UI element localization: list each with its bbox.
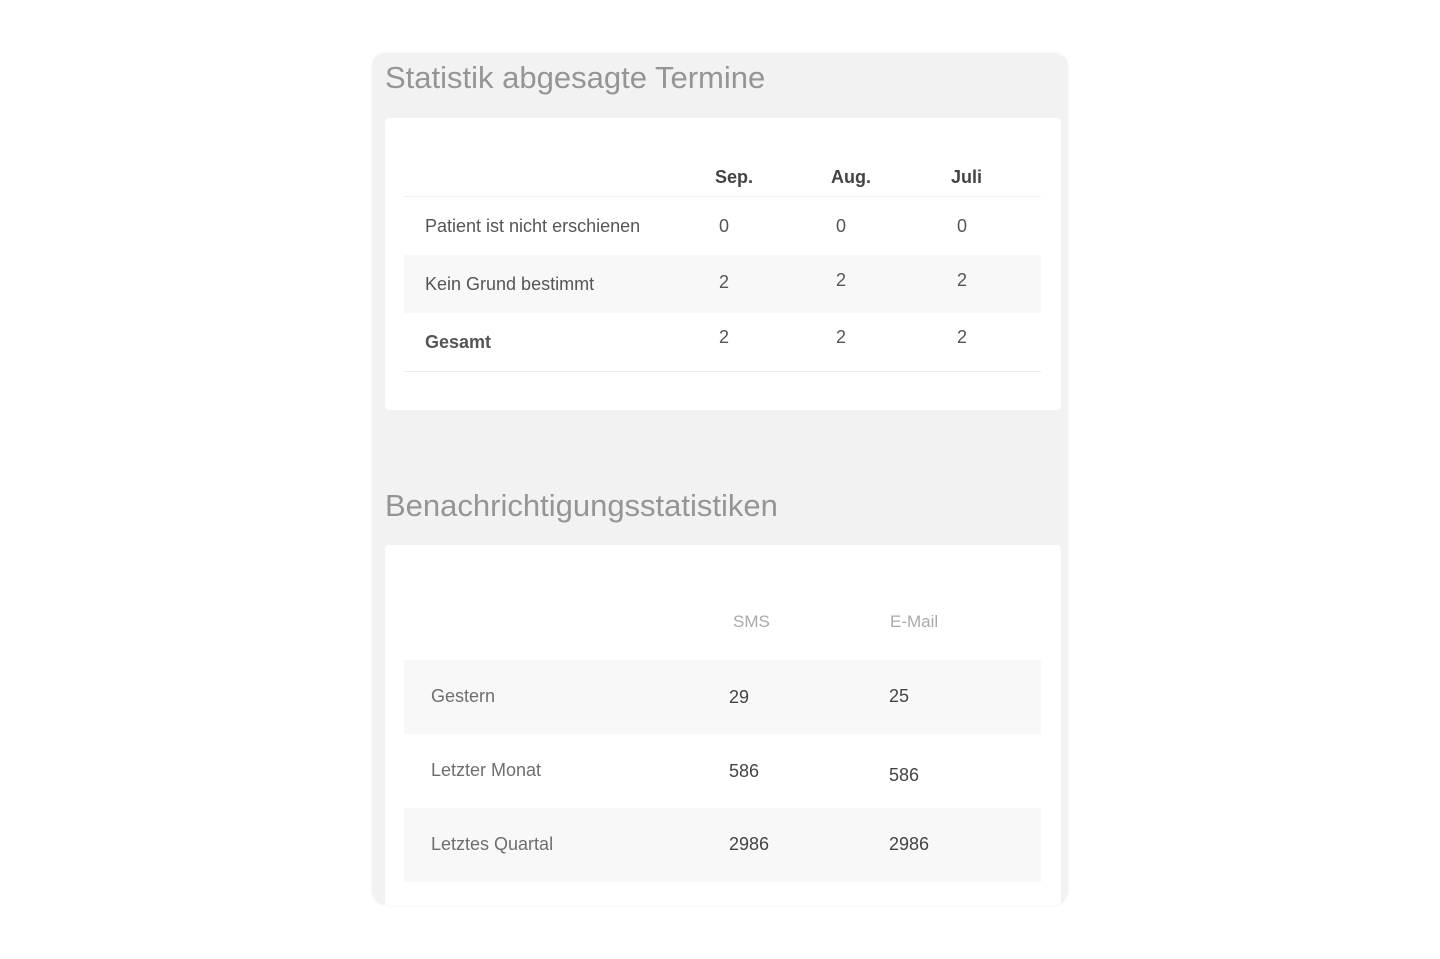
table-cell: 2986: [729, 834, 770, 854]
column-header-email: E-Mail: [890, 612, 939, 631]
table-cell: 0: [719, 216, 730, 236]
notification-statistics-title: Benachrichtigungsstatistiken: [385, 488, 778, 523]
row-label: Patient ist nicht erschienen: [425, 216, 641, 236]
table-cell: 25: [889, 686, 910, 706]
table-row: [404, 660, 1041, 734]
table-cell: 2986: [889, 834, 930, 854]
row-label: Letzter Monat: [431, 760, 542, 780]
table-row-total: [404, 313, 1041, 372]
cancelled-appointments-title: Statistik abgesagte Termine: [385, 60, 766, 95]
table-row: [404, 808, 1041, 882]
row-label: Gestern: [431, 686, 496, 706]
table-cell: 586: [889, 765, 920, 785]
cancelled-appointments-table: [404, 160, 1041, 372]
table-row: [404, 197, 1041, 255]
table-cell: 0: [957, 216, 968, 236]
notification-statistics-table: [404, 585, 1041, 882]
column-header-juli: Juli: [951, 167, 983, 187]
table-cell: 586: [729, 761, 760, 781]
table-cell: 29: [729, 687, 750, 707]
table-header: [404, 160, 1041, 197]
table-cell: 2: [836, 270, 847, 290]
statistics-panel: [372, 53, 1068, 905]
table-cell: 2: [957, 327, 968, 347]
table-cell: 2: [719, 272, 730, 292]
table-header: [404, 585, 1041, 660]
column-header-sms: SMS: [733, 612, 770, 631]
table-cell: 2: [957, 270, 968, 290]
table-cell: 2: [719, 327, 730, 347]
row-label-total: Gesamt: [425, 332, 492, 352]
row-label: Kein Grund bestimmt: [425, 274, 595, 294]
cancelled-appointments-card: [385, 118, 1061, 410]
notification-statistics-card: [385, 545, 1061, 905]
table-cell: 2: [836, 327, 847, 347]
table-row: [404, 255, 1041, 313]
table-cell: 0: [836, 216, 847, 236]
row-label: Letztes Quartal: [431, 834, 554, 854]
column-header-aug: Aug.: [831, 167, 871, 187]
table-row: [404, 734, 1041, 808]
column-header-sep: Sep.: [715, 167, 754, 187]
